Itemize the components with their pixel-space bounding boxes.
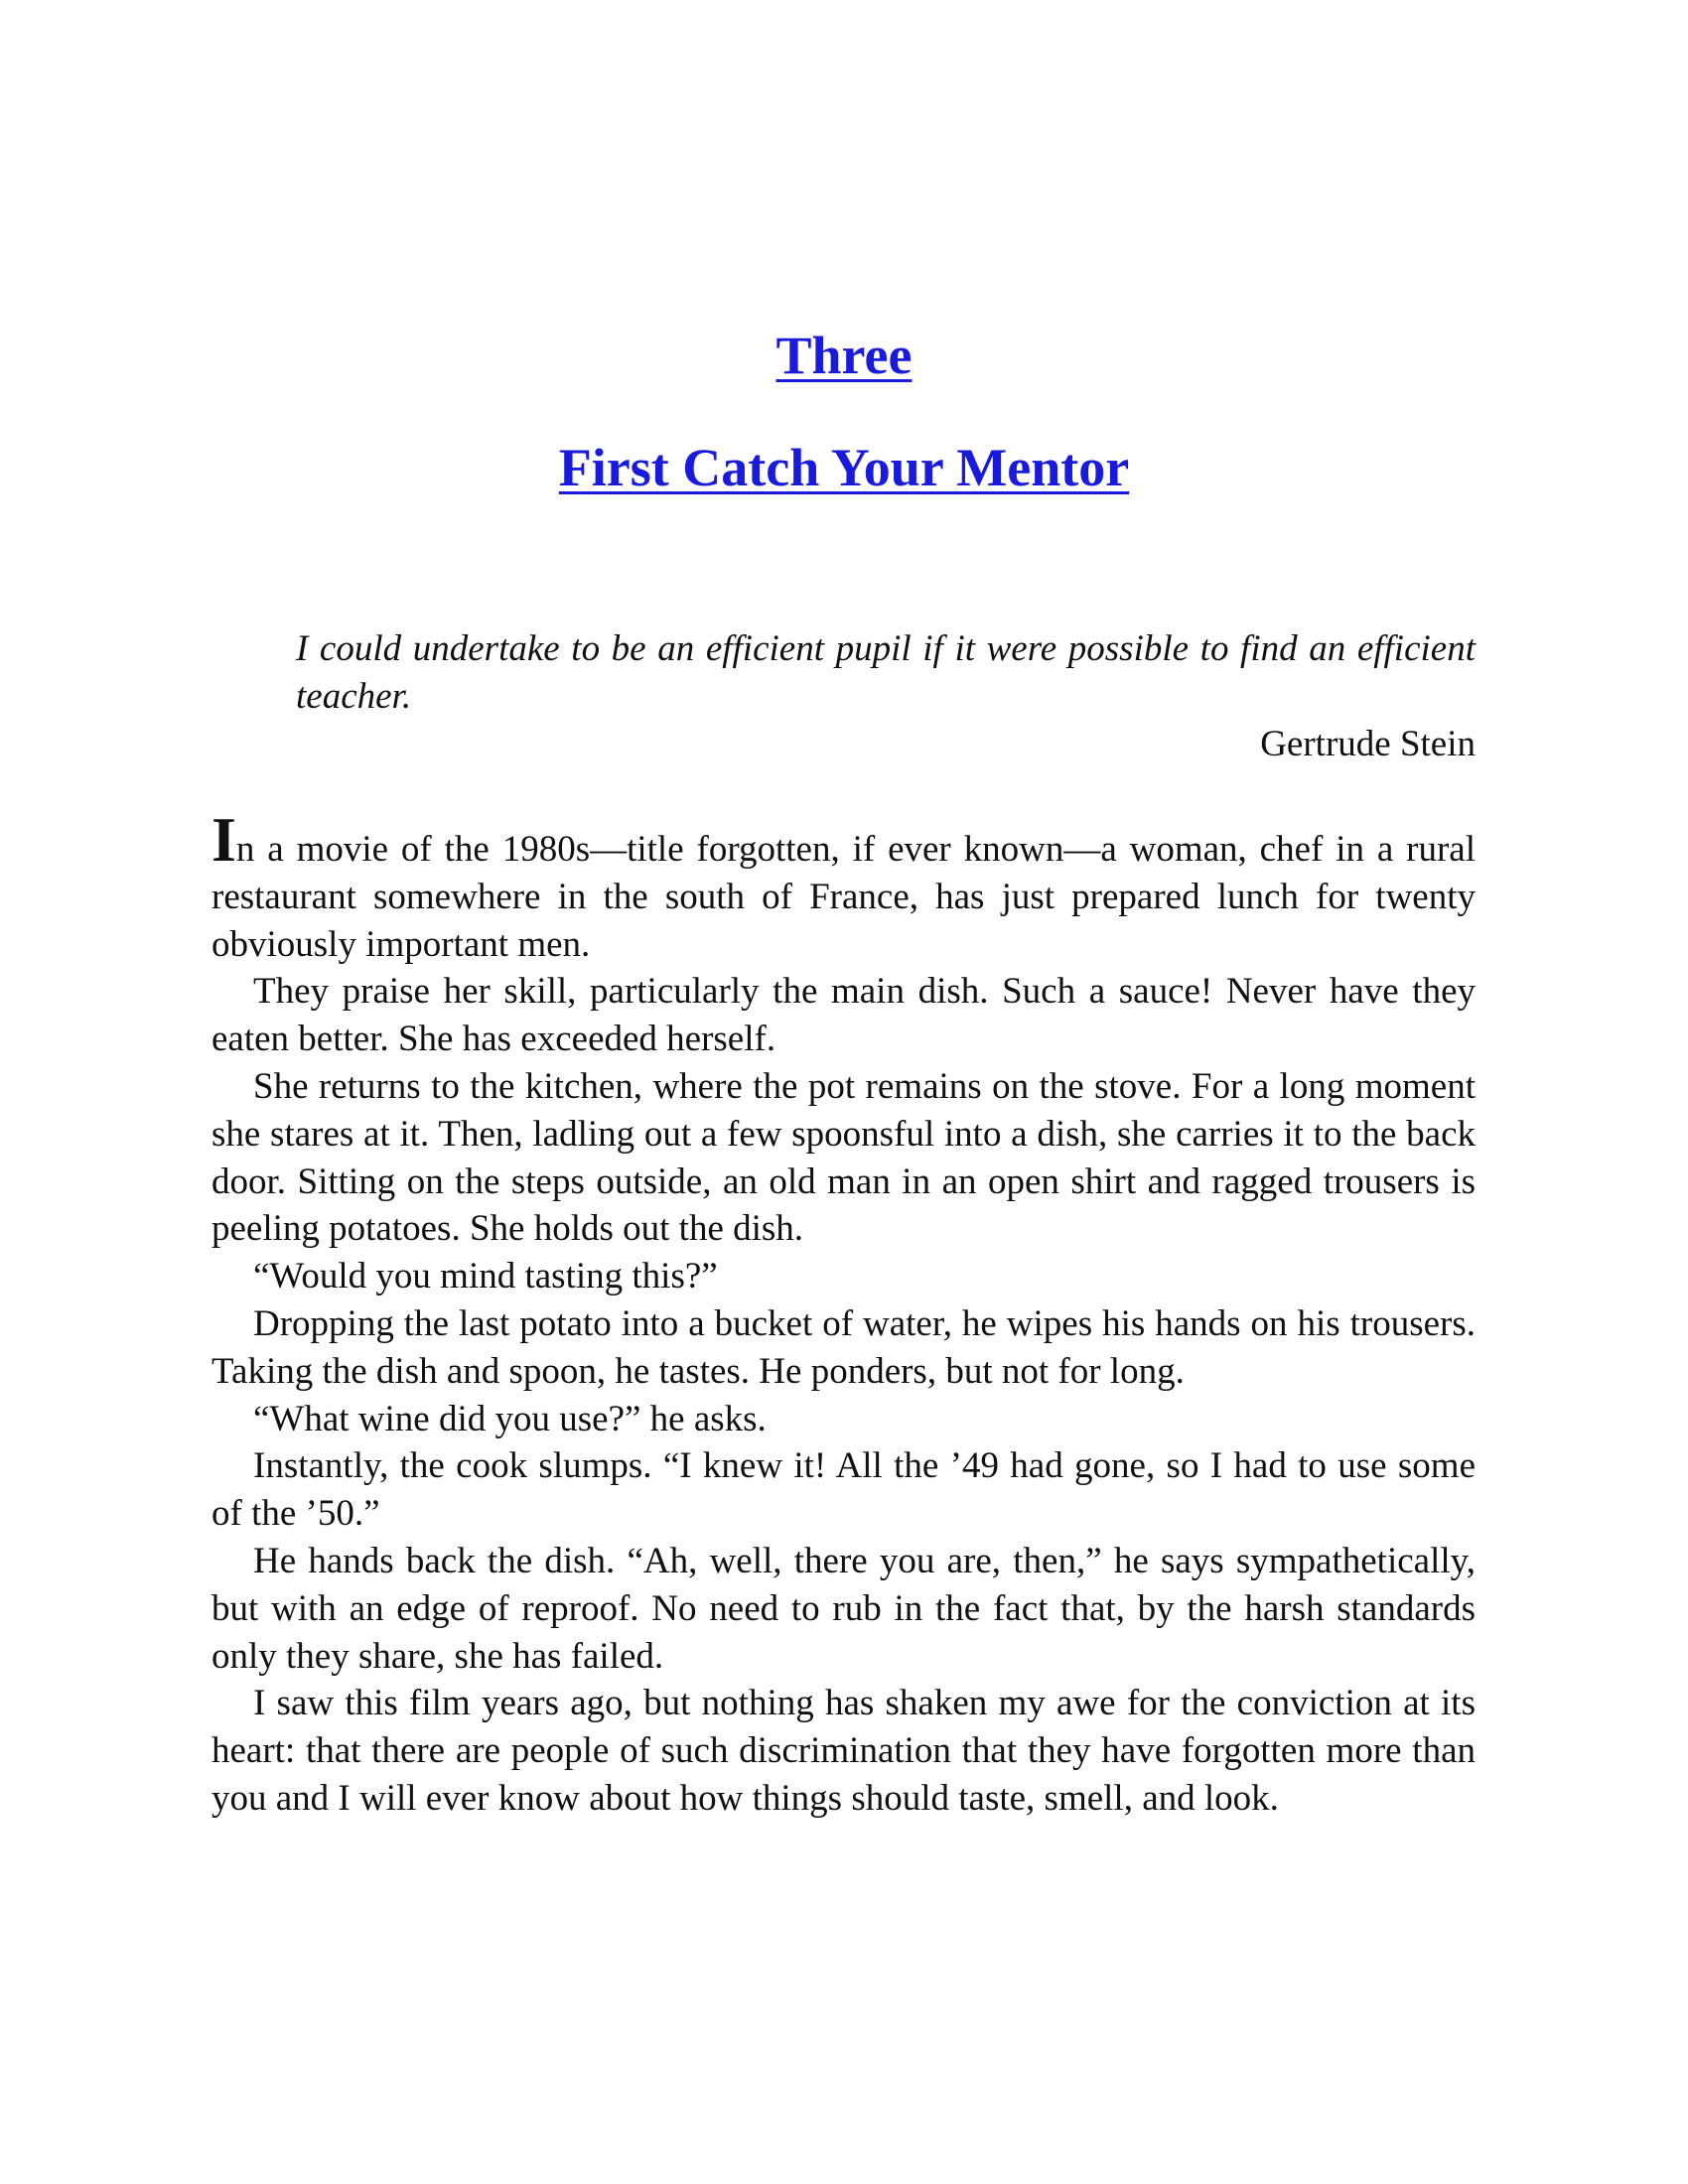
body-paragraph-2: They praise her skill, particularly the main dish. Such a sauce! Never have they eaten better. She has exceeded herself.	[211, 971, 1476, 1060]
chapter-title-link[interactable]: First Catch Your Mentor	[558, 438, 1130, 497]
body-paragraph-9: I saw this film years ago, but nothing has shaken my awe for the conviction at its heart: that there are people of such discrimination that they have forgotten more than you and I will ever know about how things should taste, smell, and look.	[211, 1683, 1476, 1819]
body-paragraph-5: Dropping the last potato into a bucket of water, he wipes his hands on his trousers. Taking the dish and spoon, he tastes. He ponders, but not for long.	[211, 1302, 1476, 1392]
chapter-number-link[interactable]: Three	[775, 326, 913, 385]
body-paragraph-1	[211, 804, 1476, 968]
body-paragraph-7: Instantly, the cook slumps. “I knew it! All the ’49 had gone, so I had to use some of the ’50.”	[211, 1445, 1476, 1535]
first-paragraph-text: n a movie of the 1980s—title forgotten, if ever known—a woman, chef in a rural restaurant somewhere in the south of France, has just prepared lunch for twenty obviously important men.	[211, 829, 1476, 965]
body-paragraph-3: She returns to the kitchen, where the pot remains on the stove. For a long moment she stares at it. Then, ladling out a few spoonsful into a dish, she carries it to the back door. Sitting on the steps outside, an old man in an open shirt and ragged trousers is peeling potatoes. She holds out the dish.	[211, 1065, 1476, 1250]
epigraph-author: Gertrude Stein	[1260, 724, 1476, 764]
epigraph-quote: I could undertake to be an efficient pupil if it were possible to find an efficient teacher.	[296, 628, 1476, 717]
body-paragraph-6: “What wine did you use?” he asks.	[253, 1398, 767, 1439]
body-paragraph-8: He hands back the dish. “Ah, well, there you are, then,” he says sympathetically, but with an edge of reproof. No need to rub in the fact that, by the harsh standards only they share, she has failed.	[211, 1540, 1476, 1677]
chapter-title-heading	[0, 435, 1688, 500]
body-text	[211, 804, 1476, 1823]
body-paragraph-4: “Would you mind tasting this?”	[253, 1256, 718, 1297]
epigraph	[296, 625, 1476, 768]
drop-cap: I	[211, 804, 236, 875]
chapter-number-heading	[0, 323, 1688, 388]
